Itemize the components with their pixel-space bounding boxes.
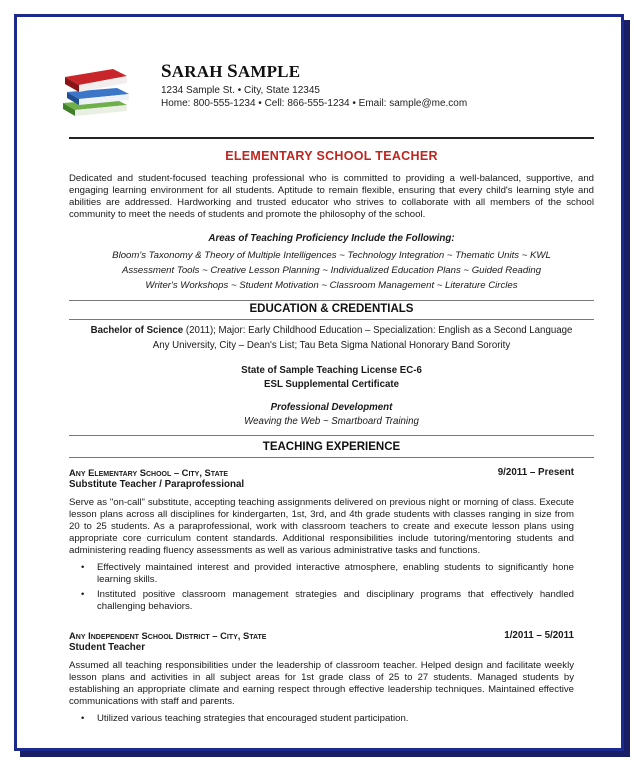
proficiency-line: Writer's Workshops ~ Student Motivation ~ Classroom Management ~ Literature Circles [145, 280, 518, 291]
job-description: Serve as "on-call" substitute, accepting teaching assignments delivered on previous night or morning of class. Execute lesson plans across all disciplines for kindergarten, 1st, 3rd, and 4th grade students with classes ranging in size from 20 to 25 students. As a paraprofessional, work with classroom teachers to create and execute lesson plans using appropriate core curriculum content standards. Additional responsibilities include tutoring/mentoring students and administering reading fluency assessments as well as various administrative tasks and functions. [69, 497, 574, 556]
job-employer: Any Elementary School – City, State 9/2011 – Present [69, 467, 574, 478]
candidate-name: SARAH SAMPLE [161, 61, 301, 82]
pd-heading: Professional Development [270, 402, 393, 413]
list-item: • Instituted positive classroom management strategies and disciplinary programs that effectively handled challenging behaviors. [69, 589, 574, 612]
summary-paragraph: Dedicated and student-focused teaching professional who is committed to providing a well-balanced, supportive, and engaging learning environment for all students. Aptitude to remain flexible, ensuring that every child's learning style and abilities are addressed. Hardworking and trusted educator who strives to collaborate with all members of the school community to meet the needs of students and promote the philosophy of the school. [69, 173, 594, 220]
contact-line: Home: 800-555-1234 • Cell: 866-555-1234 • Email: sample@me.com [161, 98, 468, 109]
resume-body [69, 57, 603, 724]
stack-of-books-icon [57, 59, 137, 119]
proficiency-line: Bloom's Taxonomy & Theory of Multiple Intelligences ~ Technology Integration ~ Thematic Units ~ KWL [112, 250, 551, 261]
pd-items: Weaving the Web ~ Smartboard Training [244, 416, 419, 427]
job-description: Assumed all teaching responsibilities under the leadership of classroom teacher. Helped design and facilitate weekly lesson plans and activities in all subject areas for 1st grade class of 25 to 27 students. Managed students by establishing an appropriate climate and earning respect through effective leadership techniques. Maintained effective communications with staff and parents. [69, 660, 574, 707]
header-divider [69, 137, 594, 139]
section-divider [69, 435, 594, 436]
resume-title: ELEMENTARY SCHOOL TEACHER [225, 149, 438, 163]
contact-block [161, 84, 467, 110]
degree-line: Bachelor of Science (2011); Major: Early Childhood Education – Specialization: English as a Second Language [90, 325, 573, 336]
resume-header [69, 57, 603, 115]
job-achievements [69, 713, 574, 729]
job-dates: 1/2011 – 5/2011 [504, 630, 574, 641]
job-achievements [69, 562, 574, 616]
section-divider [69, 300, 594, 301]
section-divider [69, 319, 594, 320]
education-heading: EDUCATION & CREDENTIALS [249, 303, 414, 315]
job-role: Student Teacher [69, 642, 146, 653]
job-employer: Any Independent School District – City, State 1/2011 – 5/2011 [69, 630, 574, 641]
experience-heading: TEACHING EXPERIENCE [262, 441, 401, 453]
list-item: • Effectively maintained interest and provided interactive atmosphere, enabling students to significantly hone learning skills. [69, 562, 574, 585]
resume-page [14, 14, 624, 751]
job-dates: 9/2011 – Present [497, 467, 574, 478]
section-divider [69, 457, 594, 458]
list-item: • Utilized various teaching strategies that encouraged student participation. [69, 713, 574, 725]
license-line: State of Sample Teaching License EC-6 [241, 365, 422, 376]
proficiency-line: Assessment Tools ~ Creative Lesson Planning ~ Individualized Education Plans ~ Guided Reading [121, 265, 542, 276]
certificate-line: ESL Supplemental Certificate [264, 379, 399, 390]
degree-details: Any University, City – Dean's List; Tau Beta Sigma National Honorary Band Sorority [152, 340, 511, 351]
proficiency-heading: Areas of Teaching Proficiency Include the Following: [208, 233, 455, 244]
address-line: 1234 Sample St. • City, State 12345 [161, 85, 320, 96]
job-role: Substitute Teacher / Paraprofessional [69, 479, 245, 490]
